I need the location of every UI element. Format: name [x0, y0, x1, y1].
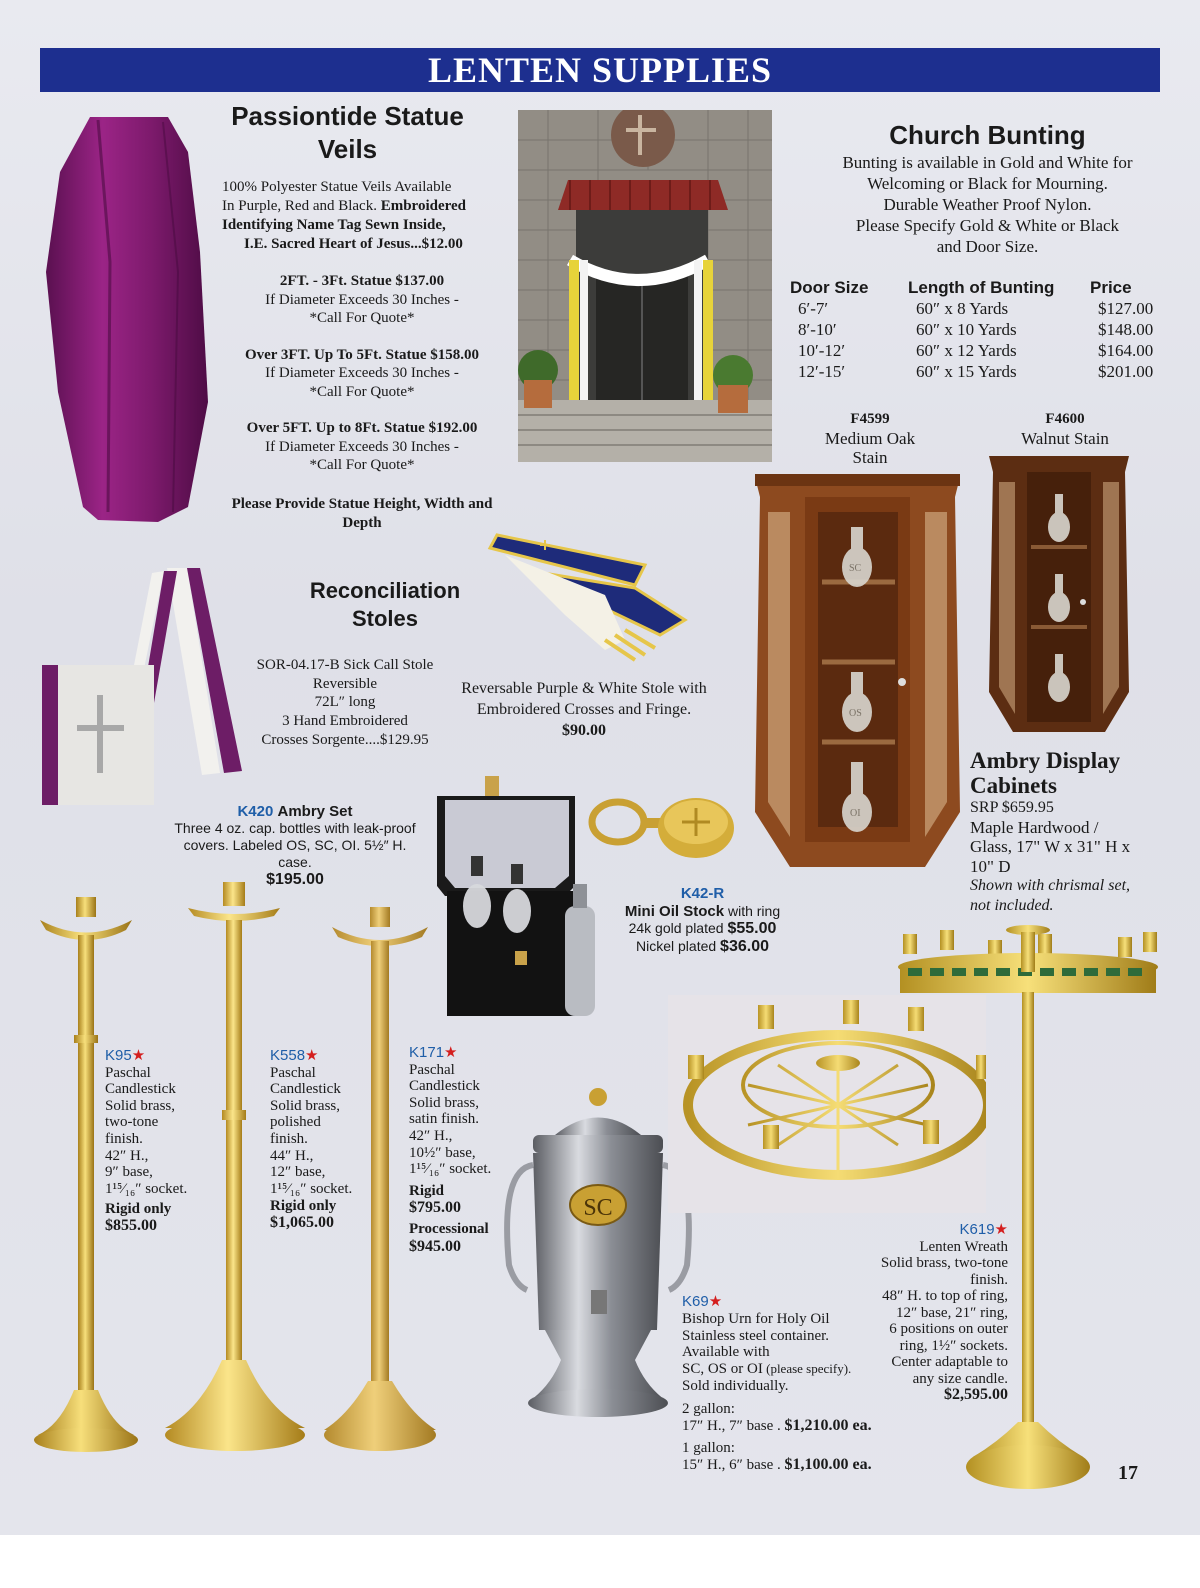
- star-icon: ★: [444, 1045, 458, 1061]
- statue-veils-title: Passiontide Statue Veils: [231, 101, 464, 164]
- bottle-label-oi: OI: [850, 808, 861, 819]
- star-icon: ★: [305, 1048, 319, 1064]
- table-row: 10′-12′ 60″ x 12 Yards $164.00: [798, 341, 1154, 360]
- ambry-cabinets-title: Ambry Display Cabinets: [970, 748, 1121, 798]
- ambry-set-case-image: [435, 776, 607, 1026]
- reversible-stole-image: [485, 530, 690, 668]
- church-bunting-description: Bunting is available in Gold and White for Welcoming or Black for Mourning. Durable Weather Proof Nylon. Please Specify Gold & White or Black and Door Size.: [842, 153, 1133, 256]
- bottle-label-sc: SC: [849, 563, 862, 574]
- k171-candlestick-text: K171★ Paschal Candlestick Solid brass, satin finish. 42″ H., 10½″ base, 1¹⁵⁄₁₆″ socket. Rigid $795.00 Processional $945.00: [409, 1044, 492, 1255]
- ambry-cabinets-details: SRP $659.95 Maple Hardwood / Glass, 17" W x 31" H x 10" D Shown with chrismal set, not included.: [970, 799, 1131, 914]
- statue-veils-description: 100% Polyester Statue Veils Available In Purple, Red and Black. Embroidered Identifying Name Tag Sewn Inside, I.E. Sacred Heart of Jesus...$12.00: [222, 179, 467, 252]
- statue-veil-image: [38, 112, 218, 537]
- urn-emblem-text: SC: [583, 1195, 613, 1221]
- ambry-set-text: K420 Ambry Set Three 4 oz. cap. bottles with leak-proof covers. Labeled OS, SC, OI. 5½″ H. case. $195.00: [174, 803, 416, 888]
- cabinet-f4600-label: F4600 Walnut Stain: [1021, 411, 1109, 448]
- bottle-label-os: OS: [849, 708, 862, 719]
- bishop-urn-text: K69★ Bishop Urn for Holy Oil Stainless steel container. Available with SC, OS or OI (please specify). Sold individually. 2 gallon: 17″ H., 7″ base . $1,210.00 ea. 1 gallon: 15″ H., 6″ base . $1,100.00 ea.: [682, 1293, 872, 1474]
- table-row: 12′-15′ 60″ x 15 Yards $201.00: [798, 362, 1154, 381]
- page-number: 17: [1118, 1462, 1138, 1484]
- bunting-price-table: [790, 278, 1161, 382]
- k95-candlestick-text: K95★ Paschal Candlestick Solid brass, two-tone finish. 42″ H., 9″ base, 1¹⁵⁄₁₆″ socket. Rigid only $855.00: [105, 1047, 188, 1234]
- mini-oil-stock-text: K42-R Mini Oil Stock with ring 24k gold plated $55.00 Nickel plated $36.00: [624, 885, 781, 955]
- star-icon: ★: [994, 1222, 1008, 1238]
- k558-candlestick-text: K558★ Paschal Candlestick Solid brass, polished finish. 44″ H., 12″ base, 1¹⁵⁄₁₆″ socket. Rigid only $1,065.00: [270, 1047, 353, 1231]
- table-header-row: Door Size Length of Bunting Price: [790, 278, 1132, 297]
- table-row: 6′-7′ 60″ x 8 Yards $127.00: [798, 299, 1154, 318]
- ambry-cabinets-block: [970, 748, 1190, 915]
- oak-cabinet-image: [750, 472, 965, 872]
- reconciliation-stoles-title: Reconciliation Stoles: [309, 578, 461, 631]
- lenten-wreath-stand-image: [888, 922, 1168, 1497]
- church-bunting-photo: [518, 110, 772, 462]
- sick-call-stole-text: SOR-04.17-B Sick Call Stole Reversible 72L″ long 3 Hand Embroidered Crosses Sorgente....$129.95: [256, 657, 434, 748]
- table-row: 8′-10′ 60″ x 10 Yards $148.00: [798, 320, 1154, 339]
- sick-call-stole-image: [42, 563, 257, 805]
- walnut-cabinet-image: [985, 452, 1133, 737]
- mini-oil-stock-image: [588, 790, 738, 870]
- lenten-wreath-text: K619★ Lenten Wreath Solid brass, two-tone finish. 48″ H. to top of ring, 12″ base, 21″ ring, 6 positions on outer ring, 1½″ sockets. Center adaptable to any size candle. $2,595.00: [880, 1221, 1008, 1403]
- cabinet-f4599-label: F4599 Medium Oak Stain: [824, 411, 916, 467]
- reversible-stole-text: Reversable Purple & White Stole with Embroidered Crosses and Fringe. $90.00: [461, 680, 707, 739]
- star-icon: ★: [708, 1294, 723, 1310]
- page-title-banner: LENTEN SUPPLIES: [40, 48, 1160, 92]
- statue-veils-note: Please Provide Statue Height, Width and Depth: [231, 496, 493, 531]
- statue-veils-prices: 2FT. - 3Ft. Statue $137.00 If Diameter Exceeds 30 Inches - *Call For Quote* Over 3FT. Up To 5Ft. Statue $158.00 If Diameter Exceeds 30 Inches - *Call For Quote* Over 5FT. Up to 8Ft. Statue $192.00 If Diameter Exceeds 30 Inches - *Call For Quote*: [244, 273, 480, 473]
- church-bunting-title: Church Bunting: [889, 120, 1086, 150]
- star-icon: ★: [131, 1048, 146, 1064]
